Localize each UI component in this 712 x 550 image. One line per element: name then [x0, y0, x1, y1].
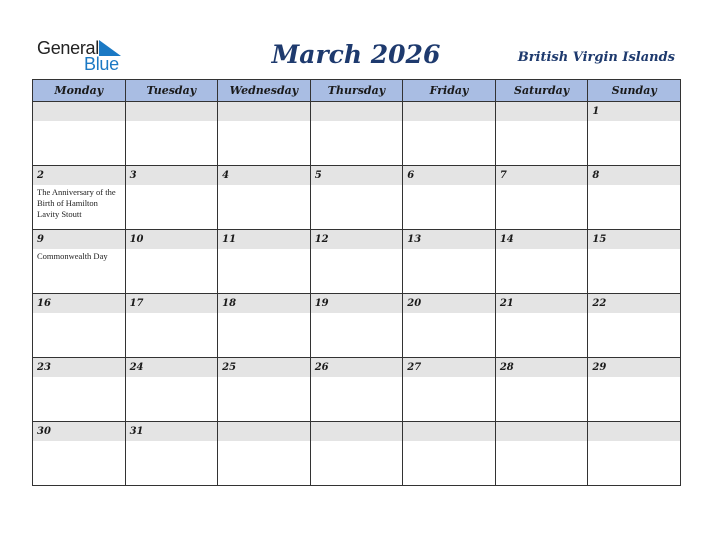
- day-number: 18: [218, 294, 310, 313]
- day-number: 13: [403, 230, 495, 249]
- week-row: [33, 294, 681, 358]
- day-number: [403, 422, 495, 441]
- day-cell[interactable]: [218, 422, 311, 486]
- day-number: 25: [218, 358, 310, 377]
- day-number: [496, 422, 588, 441]
- day-cell[interactable]: [33, 230, 126, 294]
- day-cell[interactable]: [495, 294, 588, 358]
- day-cell[interactable]: [495, 166, 588, 230]
- day-cell[interactable]: [33, 358, 126, 422]
- day-number: 2: [33, 166, 125, 185]
- day-number: [588, 422, 680, 441]
- day-number: 21: [496, 294, 588, 313]
- day-cell[interactable]: [495, 230, 588, 294]
- weekday-header: Wednesday: [218, 80, 311, 102]
- day-cell[interactable]: [588, 358, 681, 422]
- calendar-grid: [32, 79, 681, 486]
- country-name: British Virgin Islands: [517, 50, 675, 65]
- day-number: 8: [588, 166, 680, 185]
- day-number: 9: [33, 230, 125, 249]
- day-cell[interactable]: [310, 230, 403, 294]
- weekday-header: Monday: [33, 80, 126, 102]
- day-number: 23: [33, 358, 125, 377]
- day-cell[interactable]: [33, 166, 126, 230]
- day-cell[interactable]: [33, 102, 126, 166]
- day-number: [33, 102, 125, 121]
- day-number: 12: [311, 230, 403, 249]
- day-cell[interactable]: [310, 102, 403, 166]
- day-number: [403, 102, 495, 121]
- logo-text-general: General: [37, 38, 99, 58]
- holiday-label: Commonwealth Day: [37, 251, 108, 261]
- day-number: [218, 422, 310, 441]
- day-cell[interactable]: [125, 294, 218, 358]
- day-number: 16: [33, 294, 125, 313]
- day-number: 26: [311, 358, 403, 377]
- day-number: 31: [126, 422, 218, 441]
- day-cell[interactable]: [125, 230, 218, 294]
- weekday-header: Saturday: [495, 80, 588, 102]
- day-number: 29: [588, 358, 680, 377]
- day-number: [496, 102, 588, 121]
- day-number: 22: [588, 294, 680, 313]
- day-cell[interactable]: [403, 358, 496, 422]
- day-number: [126, 102, 218, 121]
- day-cell[interactable]: [403, 166, 496, 230]
- day-number: [218, 102, 310, 121]
- day-number: 4: [218, 166, 310, 185]
- day-cell[interactable]: [218, 166, 311, 230]
- weekday-header: Thursday: [310, 80, 403, 102]
- day-cell[interactable]: [125, 102, 218, 166]
- day-cell[interactable]: [125, 358, 218, 422]
- day-number: 7: [496, 166, 588, 185]
- day-number: [311, 422, 403, 441]
- day-number: 1: [588, 102, 680, 121]
- day-cell[interactable]: [310, 358, 403, 422]
- day-cell[interactable]: [588, 230, 681, 294]
- day-cell[interactable]: [218, 294, 311, 358]
- calendar-title: March 2026: [271, 40, 441, 69]
- day-number: 17: [126, 294, 218, 313]
- day-cell[interactable]: [588, 422, 681, 486]
- weekday-header-row: [33, 80, 681, 102]
- day-cell[interactable]: [218, 358, 311, 422]
- logo-text-blue: Blue: [84, 54, 119, 74]
- week-row: [33, 166, 681, 230]
- day-number: 24: [126, 358, 218, 377]
- day-number: 11: [218, 230, 310, 249]
- day-number: 3: [126, 166, 218, 185]
- day-number: 15: [588, 230, 680, 249]
- week-row: [33, 422, 681, 486]
- day-cell[interactable]: [33, 422, 126, 486]
- day-cell[interactable]: [125, 166, 218, 230]
- day-cell[interactable]: [310, 294, 403, 358]
- weekday-header: Friday: [403, 80, 496, 102]
- day-cell[interactable]: [588, 294, 681, 358]
- week-row: [33, 102, 681, 166]
- day-number: [311, 102, 403, 121]
- day-cell[interactable]: [495, 102, 588, 166]
- day-cell[interactable]: [33, 294, 126, 358]
- day-number: 28: [496, 358, 588, 377]
- day-number: 5: [311, 166, 403, 185]
- day-cell[interactable]: [403, 230, 496, 294]
- day-cell[interactable]: [310, 166, 403, 230]
- day-cell[interactable]: [218, 230, 311, 294]
- holiday-label: The Anniversary of the Birth of Hamilton Lavity Stoutt: [37, 187, 116, 219]
- day-number: 19: [311, 294, 403, 313]
- day-number: 30: [33, 422, 125, 441]
- day-number: 10: [126, 230, 218, 249]
- day-cell[interactable]: [125, 422, 218, 486]
- week-row: [33, 358, 681, 422]
- day-cell[interactable]: [403, 294, 496, 358]
- day-number: 20: [403, 294, 495, 313]
- week-row: [33, 230, 681, 294]
- day-cell[interactable]: [495, 422, 588, 486]
- day-cell[interactable]: [403, 102, 496, 166]
- day-cell[interactable]: [403, 422, 496, 486]
- day-number: 27: [403, 358, 495, 377]
- weekday-header: Tuesday: [125, 80, 218, 102]
- day-number: 14: [496, 230, 588, 249]
- weekday-header: Sunday: [588, 80, 681, 102]
- day-number: 6: [403, 166, 495, 185]
- day-cell[interactable]: [218, 102, 311, 166]
- day-cell[interactable]: [588, 102, 681, 166]
- day-cell[interactable]: [310, 422, 403, 486]
- day-cell[interactable]: [588, 166, 681, 230]
- day-cell[interactable]: [495, 358, 588, 422]
